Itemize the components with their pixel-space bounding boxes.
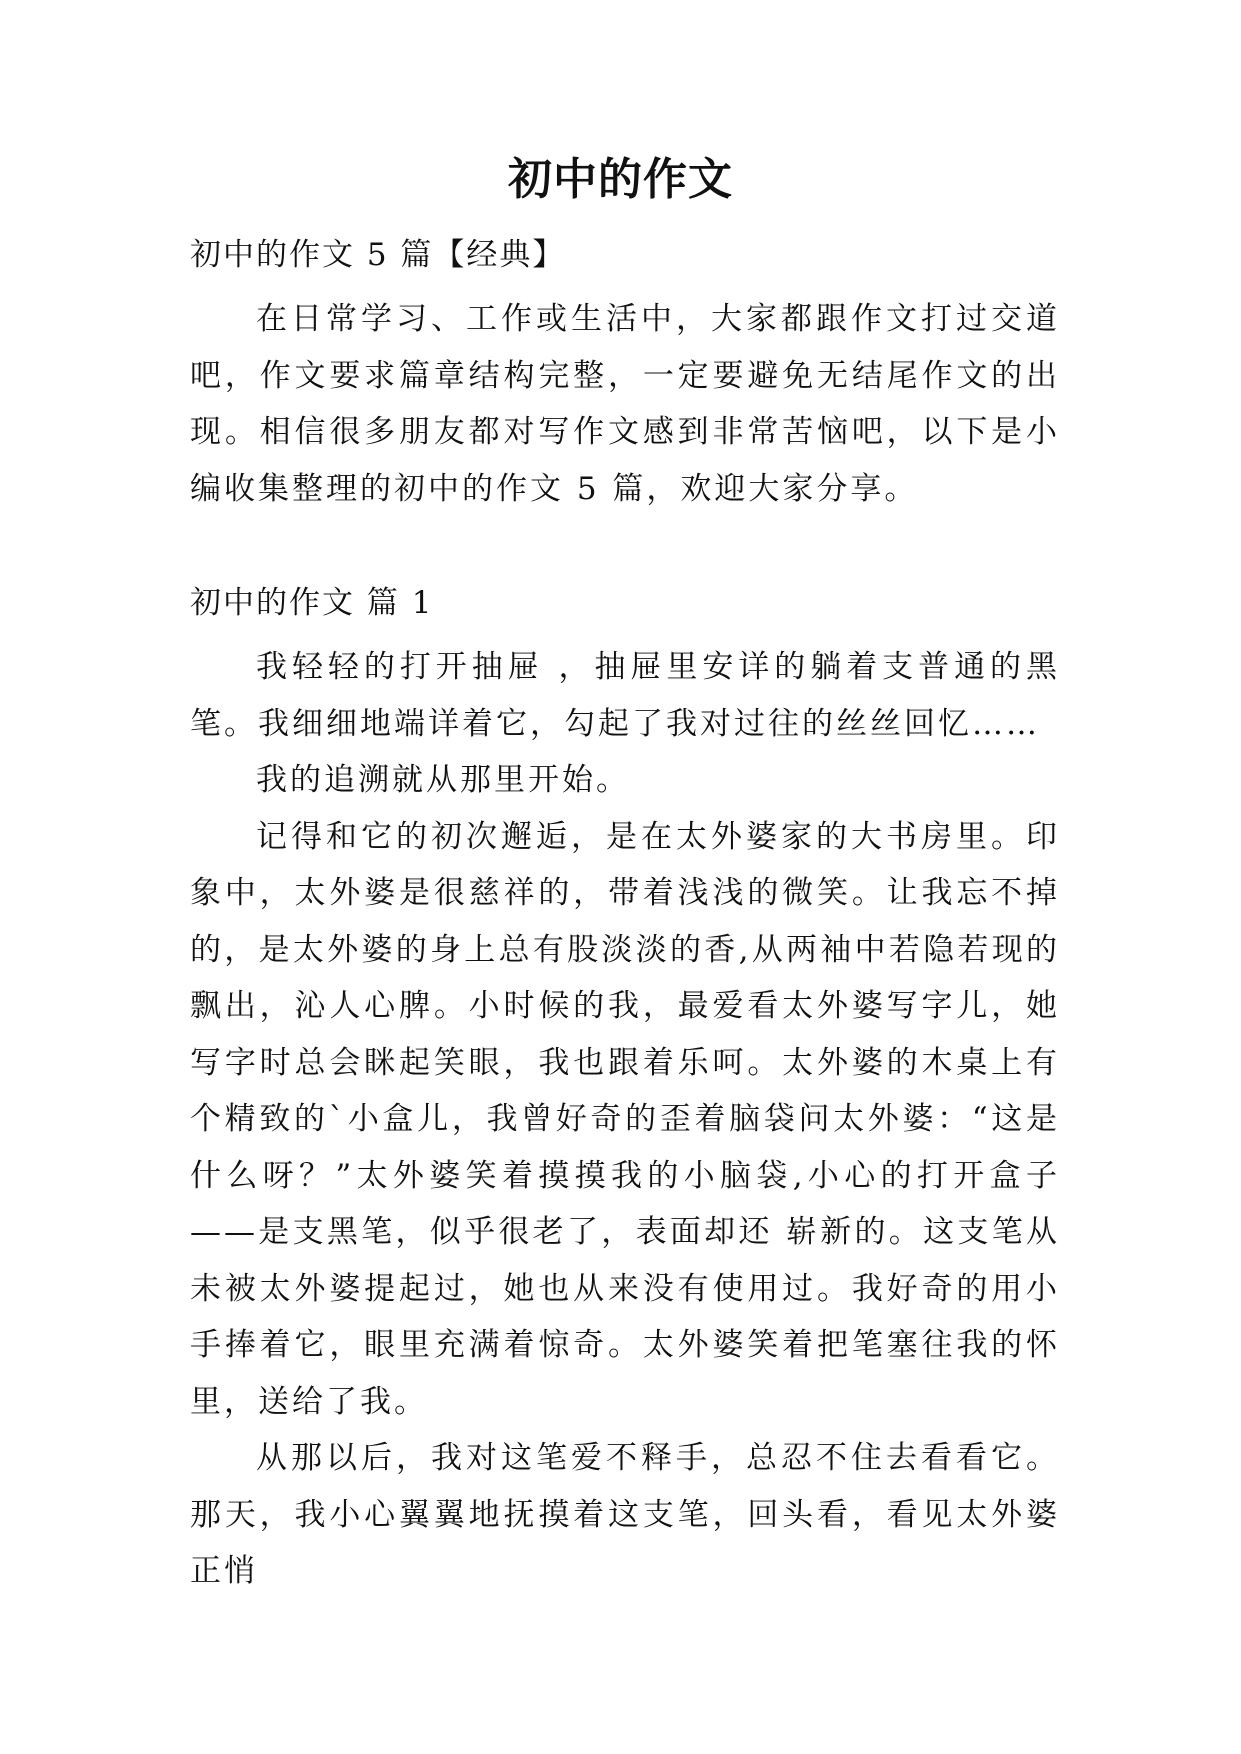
paragraph: 我的追溯就从那里开始。 [256,762,630,798]
intro-paragraph: 在日常学习、工作或生活中，大家都跟作文打过交道吧，作文要求篇章结构完整，一定要避免无结尾作文的出现。相信很多朋友都对写作文感到非常苦恼吧，以下是小编收集整理的初中的作文 5 篇，欢迎大家分享。 [190,301,1060,507]
paragraph: 从那以后，我对这笔爱不释手，总忍不住去看看它。那天，我小心翼翼地抚摸着这支笔，回头看，看见太外婆正悄 [190,1440,1060,1589]
intro-heading: 初中的作文 5 篇【经典】 [190,237,566,273]
paragraph: 记得和它的初次邂逅，是在太外婆家的大书房里。印象中，太外婆是很慈祥的，带着浅浅的微笑。让我忘不掉的，是太外婆的身上总有股淡淡的香,从两袖中若隐若现的飘出，沁人心脾。小时候的我，最爱看太外婆写字儿，她写字时总会眯起笑眼，我也跟着乐呵。太外婆的木桌上有个精致的`小盒儿，我曾好奇的歪着脑袋问太外婆：“这是什么呀？”太外婆笑着摸摸我的小脑袋,小心的打开盒子——是支黑笔，似乎很老了，表面却还 崭新的。这支笔从未被太外婆提起过，她也从来没有使用过。我好奇的用小手捧着它，眼里充满着惊奇。太外婆笑着把笔塞往我的怀里，送给了我。 [190,818,1060,1420]
paragraph: 我轻轻的打开抽屉 ，抽屉里安详的躺着支普通的黑笔。我细细地端详着它，勾起了我对过往的丝丝回忆…… [190,649,1060,742]
article-body [190,639,1060,1600]
section-heading: 初中的作文 篇 1 [190,585,434,621]
intro-section [190,291,1060,517]
document-title: 初中的作文 [508,154,733,205]
